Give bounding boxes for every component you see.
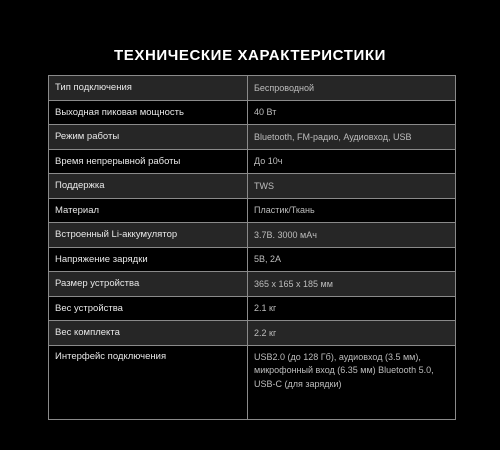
table-row <box>49 247 456 272</box>
spec-value: 5В, 2А <box>248 247 456 272</box>
table-row <box>49 125 456 150</box>
spec-value: 2.2 кг <box>248 321 456 346</box>
table-row <box>49 321 456 346</box>
spec-value: 40 Вт <box>248 100 456 125</box>
table-row <box>49 100 456 125</box>
spec-param: Выходная пиковая мощность <box>49 100 248 125</box>
table-row <box>49 223 456 248</box>
spec-param: Материал <box>49 198 248 223</box>
spec-value: Беспроводной <box>248 76 456 101</box>
spec-value: TWS <box>248 174 456 199</box>
spec-value: USB2.0 (до 128 Гб), аудиовход (3.5 мм), микрофонный вход (6.35 мм) Bluetooth 5.0, USB-C (для зарядки) <box>248 345 456 419</box>
spec-value: Пластик/Ткань <box>248 198 456 223</box>
spec-param: Вес устройства <box>49 296 248 321</box>
spec-param: Интерфейс подключения <box>49 345 248 419</box>
spec-value: 3.7В. 3000 мАч <box>248 223 456 248</box>
spec-param: Вес комплекта <box>49 321 248 346</box>
spec-param: Режим работы <box>49 125 248 150</box>
table-row <box>49 149 456 174</box>
table-row <box>49 174 456 199</box>
page-title: ТЕХНИЧЕСКИЕ ХАРАКТЕРИСТИКИ <box>113 47 387 64</box>
spec-table <box>48 75 456 420</box>
table-row <box>49 198 456 223</box>
spec-param: Размер устройства <box>49 272 248 297</box>
spec-value: 2.1 кг <box>248 296 456 321</box>
spec-param: Тип подключения <box>49 76 248 101</box>
spec-param: Напряжение зарядки <box>49 247 248 272</box>
spec-value: 365 х 165 х 185 мм <box>248 272 456 297</box>
spec-param: Поддержка <box>49 174 248 199</box>
table-row <box>49 345 456 419</box>
table-row <box>49 296 456 321</box>
spec-value: До 10ч <box>248 149 456 174</box>
spec-param: Время непрерывной работы <box>49 149 248 174</box>
table-row <box>49 76 456 101</box>
spec-param: Встроенный Li-аккумулятор <box>49 223 248 248</box>
table-row <box>49 272 456 297</box>
spec-value: Bluetooth, FM-радио, Аудиовход, USB <box>248 125 456 150</box>
